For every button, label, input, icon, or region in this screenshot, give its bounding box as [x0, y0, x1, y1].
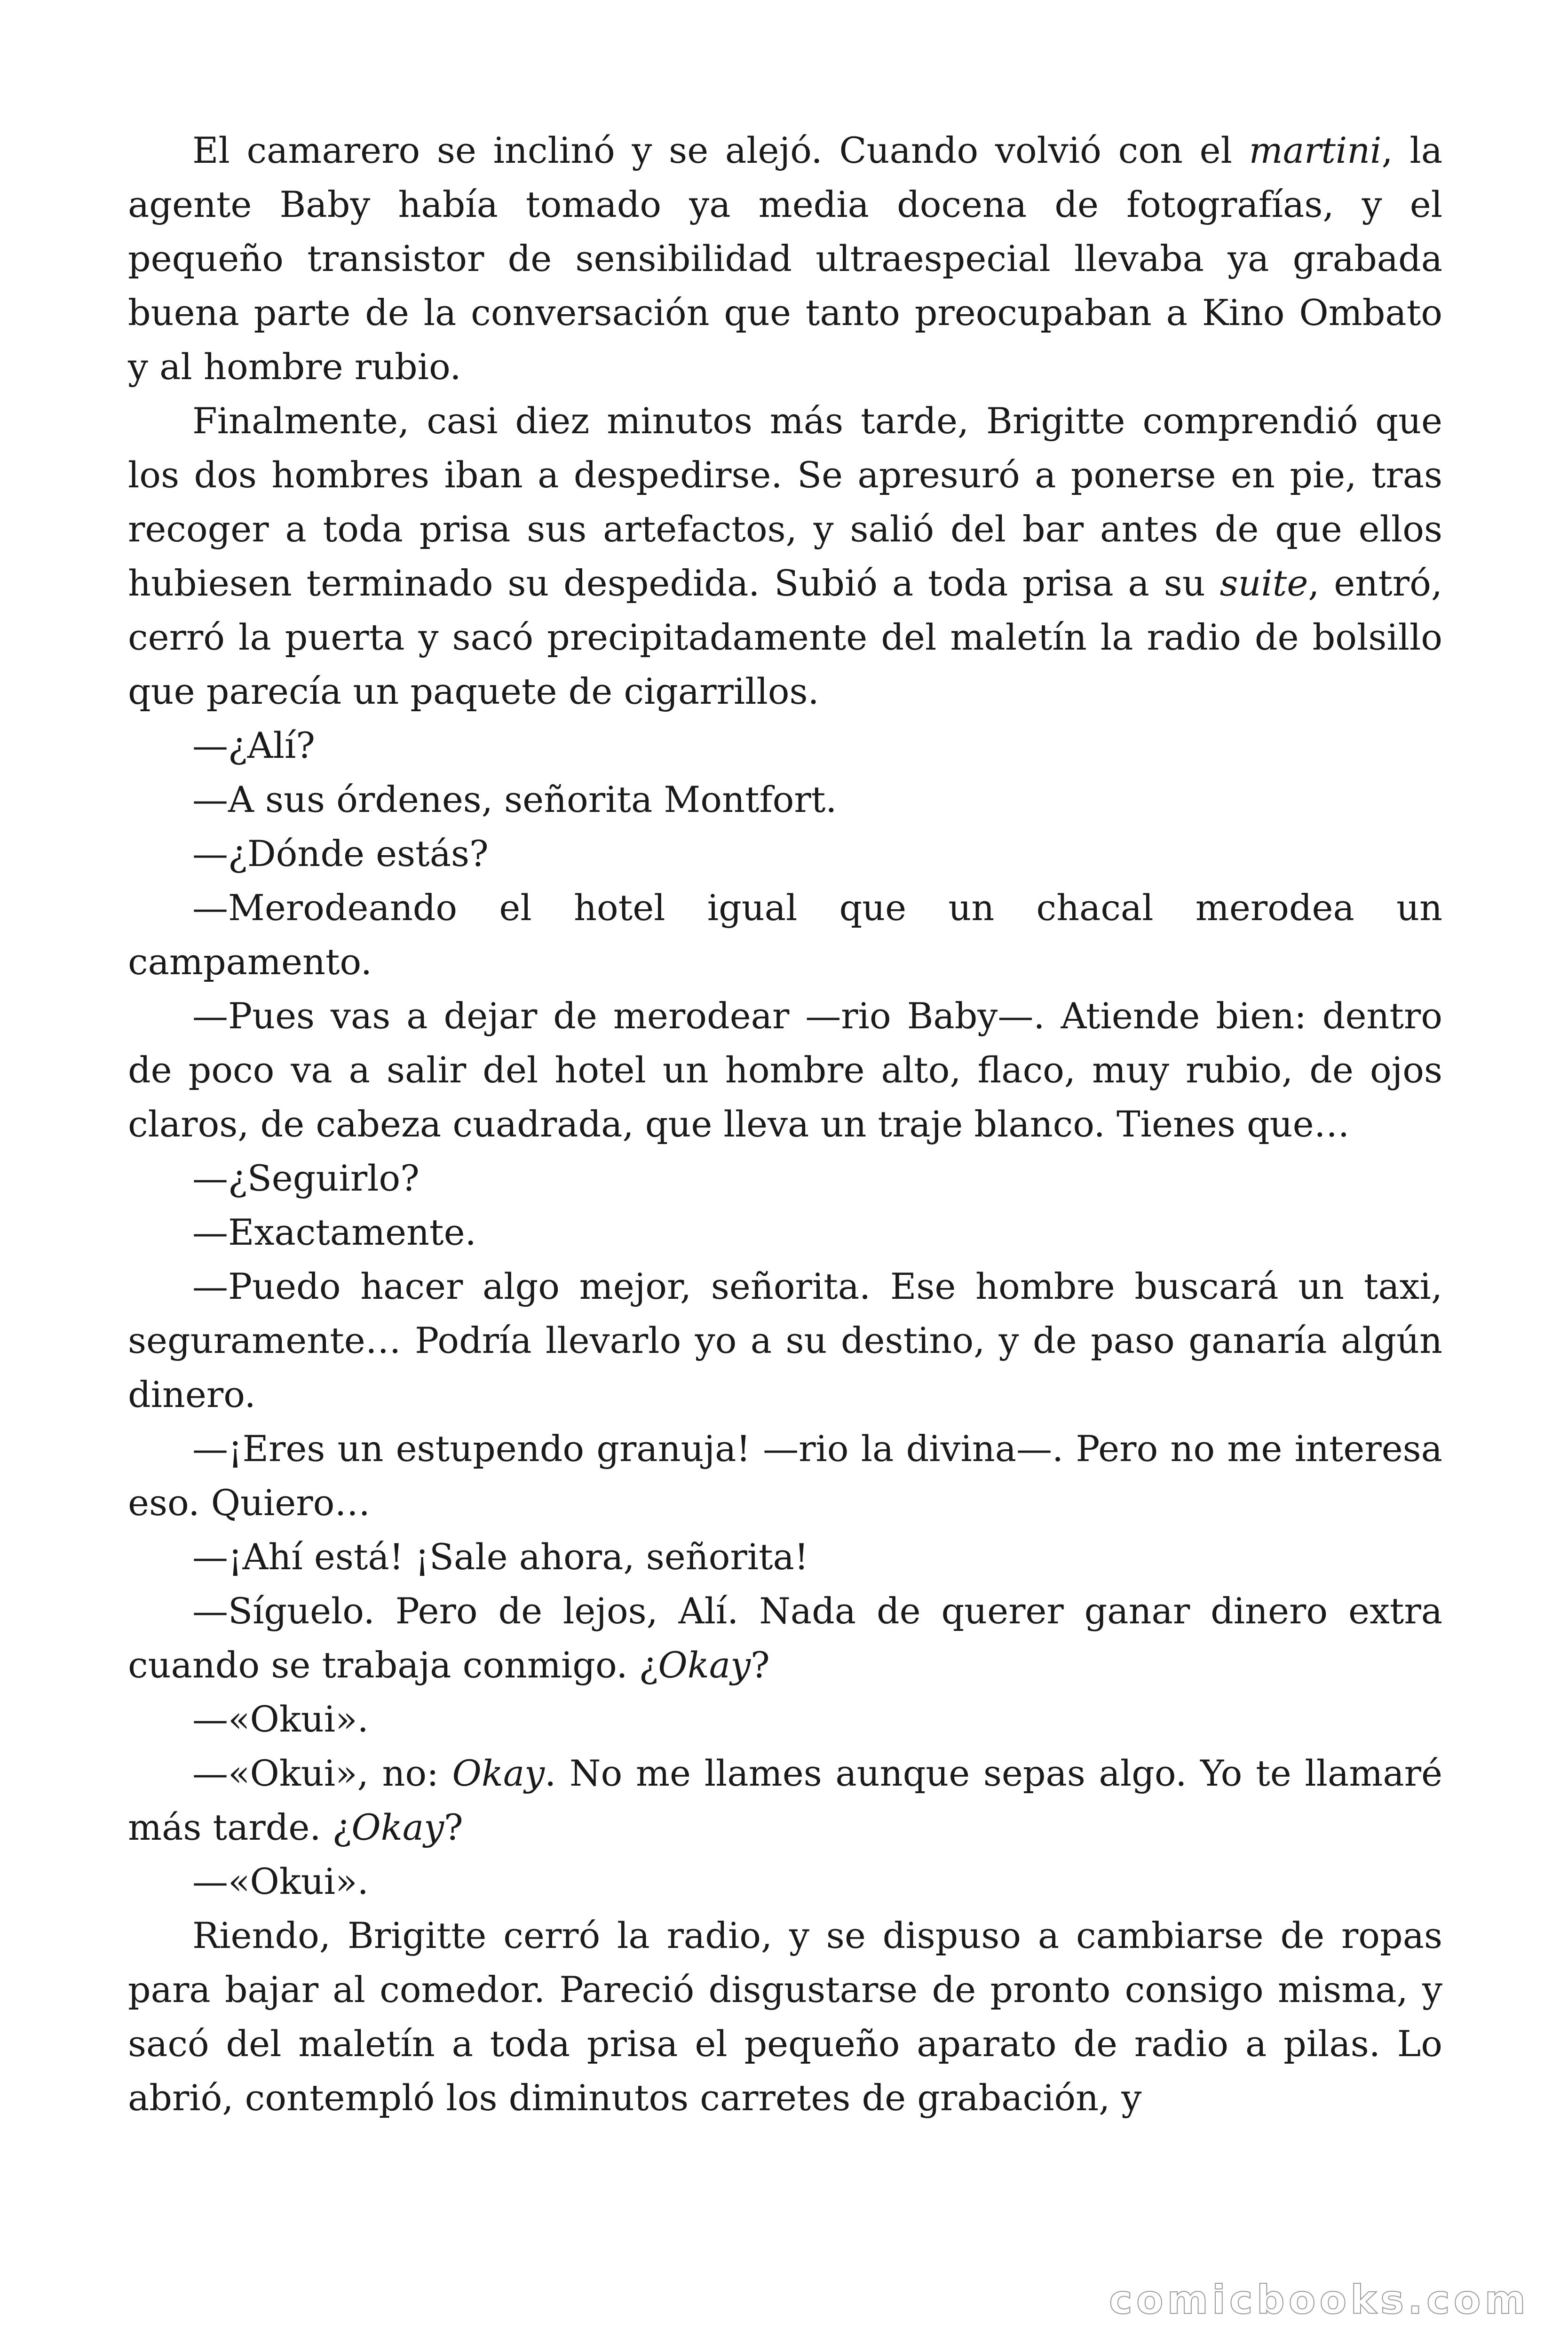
text-run: Finalmente, casi diez minutos más tarde, Brigitte comprendió que los dos hombres iban a despedirse. Se apresuró a ponerse en pie, tras recoger a toda prisa sus artefactos, y salió del bar antes de que ellos hubiesen terminado su despedida. Subió a toda prisa a su: [128, 400, 1442, 604]
paragraph: [128, 1205, 1442, 1259]
text-run: —¡Eres un estupendo granuja! —rio la divina—. Pero no me interesa eso. Quiero…: [128, 1428, 1442, 1524]
text-run: —Puedo hacer algo mejor, señorita. Ese hombre buscará un taxi, seguramente… Podría llevarlo yo a su destino, y de paso ganaría algún dinero.: [128, 1265, 1442, 1415]
text-run: —Pues vas a dejar de merodear —rio Baby—. Atiende bien: dentro de poco va a salir del hotel un hombre alto, flaco, muy rubio, de ojos claros, de cabeza cuadrada, que lleva un traje blanco. Tienes que…: [128, 995, 1442, 1145]
paragraph: [128, 1151, 1442, 1205]
watermark: comicbooks.com: [1109, 2277, 1529, 2323]
text-run: —«Okui», no:: [192, 1752, 452, 1794]
paragraph: [128, 989, 1442, 1151]
italic-text: Okay: [351, 1806, 444, 1848]
paragraph: [128, 1259, 1442, 1422]
paragraph: [128, 1908, 1442, 2125]
paragraph: [128, 394, 1442, 718]
text-run: ?: [444, 1806, 463, 1848]
paragraph: [128, 718, 1442, 772]
page-body: [128, 123, 1442, 2125]
paragraph: [128, 1746, 1442, 1854]
paragraph: [128, 1530, 1442, 1584]
paragraph: [128, 1422, 1442, 1530]
text-run: —¿Alí?: [192, 724, 315, 766]
paragraph: [128, 1854, 1442, 1908]
italic-text: Okay: [658, 1644, 751, 1686]
italic-text: Okay: [452, 1752, 545, 1794]
text-run: —Merodeando el hotel igual que un chacal merodea un campamento.: [128, 887, 1442, 983]
text-run: , entró, cerró la puerta y sacó precipitadamente del maletín la radio de bolsillo que parecía un paquete de cigarrillos.: [128, 562, 1443, 712]
text-run: , la agente Baby había tomado ya media docena de fotografías, y el pequeño transistor de sensibilidad ultraespecial llevaba ya grabada buena parte de la conversación que tanto preocupaban a Kino Ombato y al hombre rubio.: [128, 129, 1443, 388]
text-run: —Exactamente.: [192, 1211, 476, 1253]
text-run: El camarero se inclinó y se alejó. Cuando volvió con el: [192, 129, 1249, 171]
text-run: —¡Ahí está! ¡Sale ahora, señorita!: [192, 1536, 809, 1578]
italic-text: suite: [1220, 562, 1308, 604]
text-run: —A sus órdenes, señorita Montfort.: [192, 779, 837, 820]
italic-text: martini: [1249, 129, 1382, 171]
paragraph: [128, 881, 1442, 989]
paragraph: [128, 1692, 1442, 1746]
paragraph: [128, 826, 1442, 881]
text-run: —Síguelo. Pero de lejos, Alí. Nada de querer ganar dinero extra cuando se trabaja conmigo. ¿: [128, 1590, 1442, 1686]
text-run: Riendo, Brigitte cerró la radio, y se dispuso a cambiarse de ropas para bajar al comedor. Pareció disgustarse de pronto consigo misma, y sacó del maletín a toda prisa el pequeño aparato de radio a pilas. Lo abrió, contempló los diminutos carretes de grabación, y: [128, 1915, 1442, 2119]
text-run: —«Okui».: [192, 1698, 369, 1740]
text-run: . No me llames aunque sepas algo. Yo te llamaré más tarde. ¿: [128, 1752, 1442, 1848]
text-run: —¿Seguirlo?: [192, 1157, 420, 1199]
paragraph: [128, 772, 1442, 826]
paragraph: [128, 1584, 1442, 1692]
text-run: ?: [751, 1644, 770, 1686]
text-run: —¿Dónde estás?: [192, 833, 489, 874]
paragraph: [128, 123, 1442, 394]
text-run: —«Okui».: [192, 1860, 369, 1902]
